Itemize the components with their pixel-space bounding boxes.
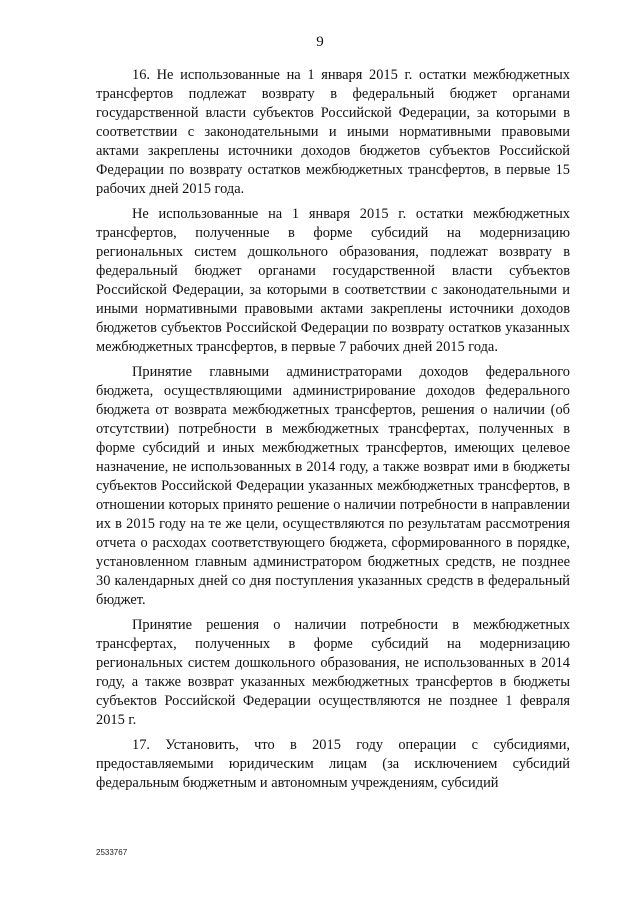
paragraph-preschool-decision: Принятие решения о наличии потребности в межбюджетных трансфертах, полученных в форме субсидий на модернизацию региональных систем дошкольного образования, не использованных в 2014 году, а также возврат указанных межбюджетных трансфертов в бюджеты субъектов Российской Федерации осуществляются не позднее 1 февраля 2015 г.: [96, 617, 570, 728]
paragraph-17: 17. Установить, что в 2015 году операции с субсидиями, предоставляемыми юридическим лицам (за исключением субсидий федеральным бюджетным и автономным учреждениям, субсидий: [96, 737, 570, 791]
page-number: 9: [316, 34, 324, 50]
paragraph-administrators-decision: Принятие главными администраторами доходов федерального бюджета, осуществляющими администрирование доходов федерального бюджета от возврата межбюджетных трансфертов, решения о наличии (об отсутствии) потребности в межбюджетных трансфертах, полученных в форме субсидий и иных межбюджетных трансфертов, имеющих целевое назначение, не использованных в 2014 году, а также возврат ими в бюджеты субъектов Российской Федерации указанных межбюджетных трансфертов, в отношении которых принято решение о наличии потребности в направлении их в 2015 году на те же цели, осуществляются по результатам рассмотрения отчета о расходах соответствующего бюджета, сформированного в порядке, установленном главным администратором бюджетных средств, не позднее 30 календарных дней со дня поступления указанных средств в федеральный бюджет.: [96, 364, 570, 608]
paragraph-preschool-return: Не использованные на 1 января 2015 г. остатки межбюджетных трансфертов, полученные в форме субсидий на модернизацию региональных систем дошкольного образования, подлежат возврату в федеральный бюджет органами государственной власти субъектов Российской Федерации, за которыми в соответствии с законодательными и иными нормативными правовыми актами закреплены источники доходов бюджетов субъектов Российской Федерации по возврату остатков указанных межбюджетных трансфертов, в первые 7 рабочих дней 2015 года.: [96, 206, 570, 355]
document-id: 2533767: [96, 848, 128, 857]
document-body: [96, 66, 570, 799]
paragraph-16: 16. Не использованные на 1 января 2015 г. остатки межбюджетных трансфертов подлежат возврату в федеральный бюджет органами государственной власти субъектов Российской Федерации, за которыми в соответствии с законодательными и иными нормативными правовыми актами закреплены источники доходов бюджетов субъектов Российской Федерации по возврату остатков межбюджетных трансфертов, в первые 15 рабочих дней 2015 года.: [96, 67, 570, 197]
